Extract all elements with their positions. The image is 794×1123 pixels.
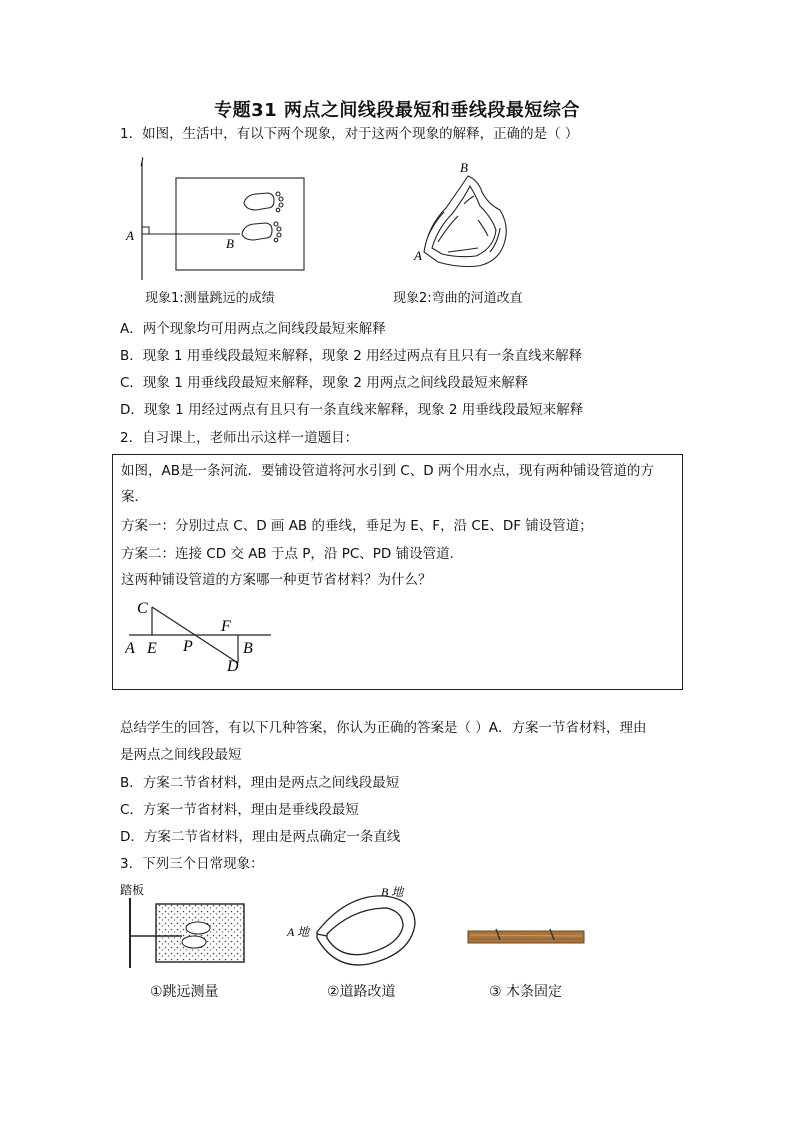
label-B: B — [460, 160, 468, 175]
q1-option-d: D．现象 1 用经过两点有且只有一条直线来解释，现象 2 用垂线段最短来解释 — [120, 402, 584, 418]
q2-option-d: D．方案二节省材料，理由是两点确定一条直线 — [120, 829, 401, 845]
page-title: 专题31 两点之间线段最短和垂线段最短综合 — [214, 100, 580, 121]
q2-option-b: B．方案二节省材料，理由是两点之间线段最短 — [120, 775, 400, 791]
box-line-5: 这两种铺设管道的方案哪一种更节省材料？为什么？ — [121, 572, 432, 588]
label-A: A — [414, 248, 422, 263]
q1-option-b: B．现象 1 用垂线段最短来解释，现象 2 用经过两点有且只有一条直线来解释 — [120, 348, 583, 364]
q2-answer-intro-2: 是两点之间线段最短 — [120, 747, 242, 763]
figure-3-3-caption: ③ 木条固定 — [489, 984, 563, 1000]
figure-long-jump-measure — [120, 150, 320, 305]
label-A: A — [126, 228, 134, 243]
label-F: F — [221, 618, 231, 635]
label-E: E — [147, 640, 157, 657]
figure-2-caption: 现象2:弯曲的河道改直 — [393, 291, 523, 306]
label-l: l — [140, 154, 144, 169]
label-B-place: B 地 — [381, 885, 404, 899]
figure-river-straighten — [408, 156, 518, 286]
box-line-2: 案． — [121, 489, 148, 505]
label-A-place: A 地 — [287, 925, 310, 939]
figure-wood-strip — [466, 924, 588, 950]
label-board: 踏板 — [120, 883, 145, 897]
problem-box — [112, 454, 683, 690]
box-line-4: 方案二：连接 CD 交 AB 于点 P，沿 PC、PD 铺设管道． — [121, 546, 464, 562]
label-A: A — [125, 640, 135, 657]
label-P: P — [183, 638, 193, 655]
figure-3-1-caption: ①跳远测量 — [150, 984, 219, 1000]
footprint-icon — [242, 192, 283, 242]
label-B: B — [243, 640, 253, 657]
question-2-stem: 2．自习课上，老师出示这样一道题目： — [120, 430, 359, 446]
label-D: D — [227, 658, 239, 675]
figure-pipeline — [125, 595, 275, 675]
box-line-3: 方案一：分别过点 C、D 画 AB 的垂线，垂足为 E、F，沿 CE、DF 铺设管道； — [121, 518, 593, 534]
q2-answer-intro-1: 总结学生的回答，有以下几种答案，你认为正确的答案是（ ）A．方案一节省材料，理由 — [120, 720, 647, 736]
q2-option-c: C．方案一节省材料，理由是垂线段最短 — [120, 802, 359, 818]
q1-option-c: C．现象 1 用垂线段最短来解释，现象 2 用两点之间线段最短来解释 — [120, 375, 529, 391]
question-1-stem: 1．如图，生活中，有以下两个现象，对于这两个现象的解释，正确的是（ ） — [120, 126, 579, 142]
label-C: C — [137, 600, 148, 617]
q1-option-a: A．两个现象均可用两点之间线段最短来解释 — [120, 321, 386, 337]
figure-1-caption: 现象1:测量跳远的成绩 — [145, 291, 275, 306]
box-line-1: 如图，AB是一条河流．要铺设管道将河水引到 C、D 两个用水点，现有两种铺设管道的方 — [121, 463, 654, 479]
figure-road-detour — [283, 882, 423, 972]
question-3-stem: 3．下列三个日常现象： — [120, 856, 264, 872]
figure-long-jump — [116, 880, 251, 970]
figure-3-2-caption: ②道路改道 — [327, 984, 396, 1000]
label-B: B — [226, 236, 234, 251]
river-icon — [424, 176, 506, 267]
